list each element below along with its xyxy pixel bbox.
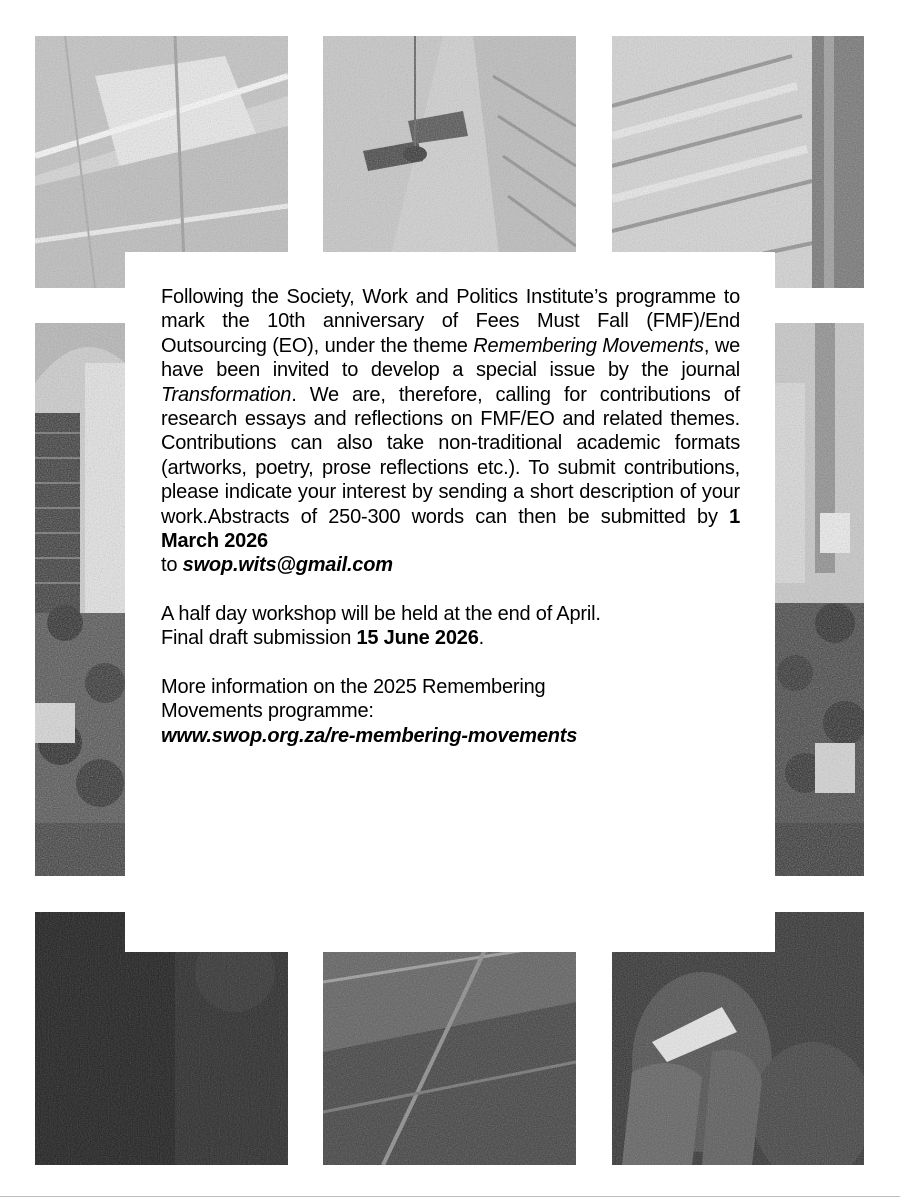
- call-for-contributions-panel: [125, 252, 775, 952]
- journal-title: Transformation: [161, 383, 292, 406]
- ceiling-fan-photo: [323, 36, 576, 288]
- ceiling-beams-photo: [612, 36, 864, 288]
- more-info-text-line2: Movements programme:: [161, 700, 374, 723]
- library-audience-photo: [35, 323, 125, 876]
- final-draft-text: Final draft submission: [161, 627, 357, 650]
- spacer: [161, 578, 740, 602]
- seated-audience-photo: [775, 323, 864, 876]
- submission-instructions: . We are, therefore, calling for contributions of research essays and reflections on FMF/EO and related themes. Contributions can also take non-traditional academic formats (artworks, poetry, prose reflections etc.). To submit contributions, please indicate your interest by sending a short description of your work.Abstracts of 250-300 words can then be submitted by: [161, 383, 740, 528]
- intro-text: Following the Society, Work and Politics Institute’s programme to mark the 10th anniversary of Fees Must Fall (FMF)/End Outsourcing (EO), under the theme: [161, 286, 740, 357]
- programme-website-link[interactable]: www.swop.org.za/re-membering-movements: [161, 724, 578, 747]
- workshop-text: A half day workshop will be held at the end of April.: [161, 602, 601, 625]
- bottom-divider: [0, 1196, 900, 1197]
- ceiling-lights-photo: [35, 36, 288, 288]
- workshop-paragraph: [161, 602, 740, 651]
- final-draft-period: .: [478, 627, 484, 650]
- call-paragraph: [161, 285, 740, 578]
- final-draft-deadline: 15 June 2026: [356, 627, 479, 650]
- abstract-deadline: 1 March 2026: [161, 505, 740, 553]
- to-text: to: [161, 554, 183, 577]
- theme-title: Remembering Movements: [473, 334, 704, 357]
- more-info-text-line1: More information on the 2025 Remembering: [161, 675, 546, 698]
- spacer: [161, 651, 740, 675]
- contact-email-link[interactable]: swop.wits@gmail.com: [182, 554, 393, 577]
- invitation-text: , we have been invited to develop a special issue by the journal: [161, 334, 740, 382]
- more-info-paragraph: [161, 675, 740, 748]
